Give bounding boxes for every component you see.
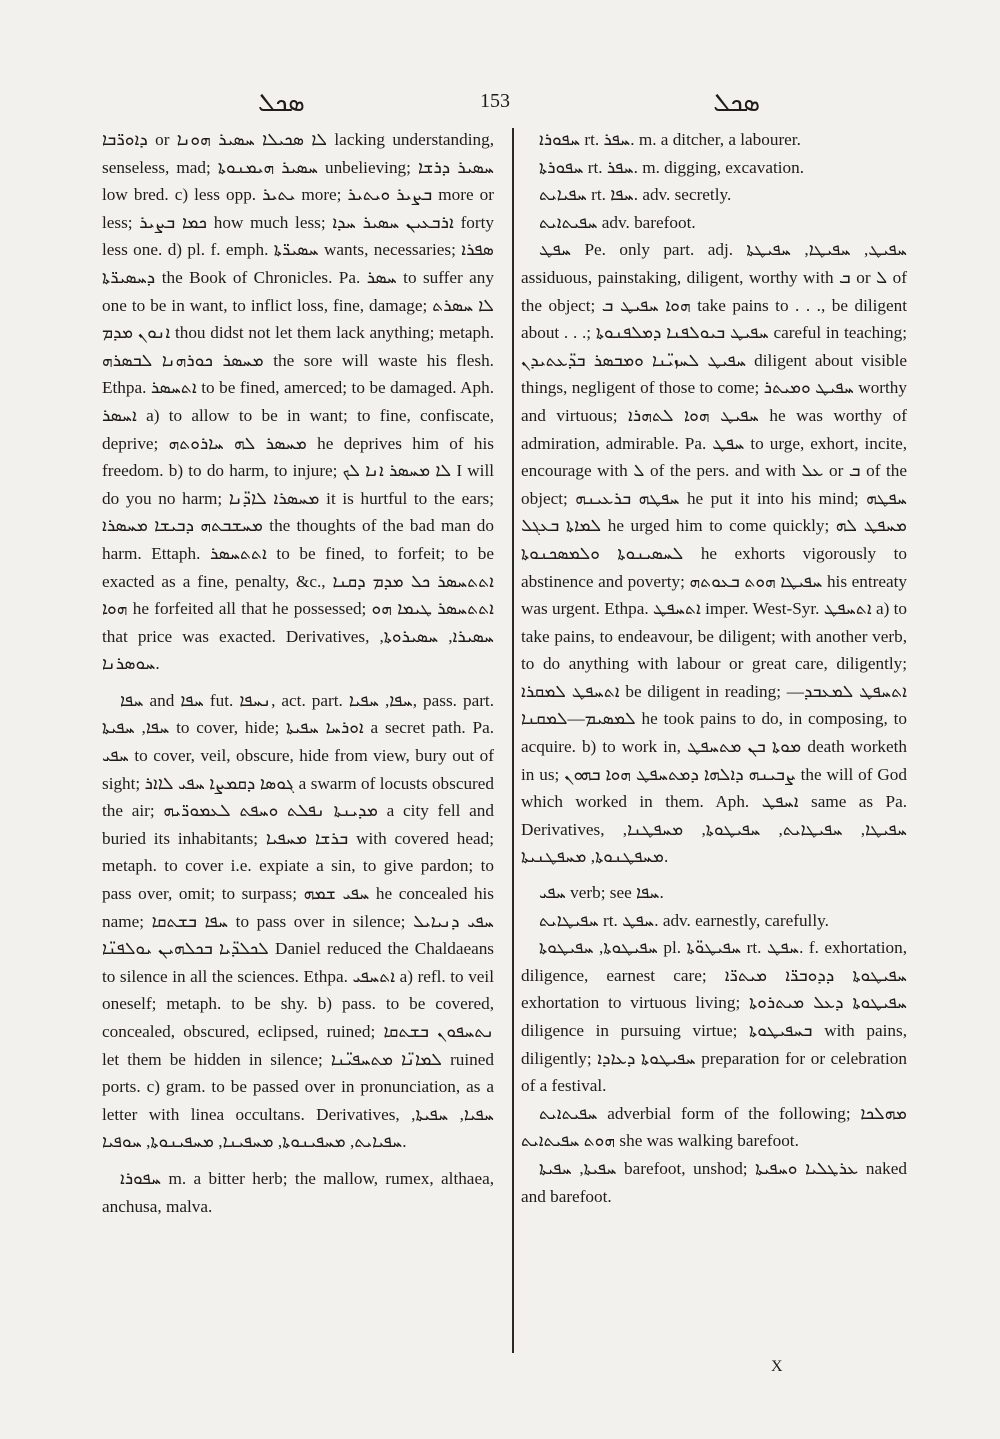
dictionary-entry: ܚܦܝ verb; see ܚܦܐ. (539, 883, 664, 903)
dictionary-entry: ܚܦܝܛܘܬܐ, ܚܦܝܛܘܬܐ pl. ܚܦܝܛܘ̈ܬܐ rt. ܚܦܛ. f. exhortation, diligence, earnest care; ܚܦܝܛܘܬܐ ܕܕܘܒܪ̈ܐ ܡܝܬܪ̈ܐ exhortation to virtuous living; ܚܦܝܛܘܬܐ ܕܥܠ ܡܝܬܪܘܬܐ diligence in pursuing virtue; ܒܚܦܝܛܘܬܐ with pains, diligently; ܚܦܝܛܘܬܐ ܕܥܐܕܐ preparation for or celebration of a festival. (521, 938, 907, 1096)
left-column (102, 126, 494, 1224)
dictionary-entry: ܚܦܛ Pe. only part. adj. ܚܦܝܛ, ܚܦܝܛܐ, ܚܦܝܛܬܐ assiduous, painstaking, diligent, worthy with ܒ or ܠ of the object; ܗܘܐ ܚܦܝܛ ܒ take pains to . . ., be diligent about . . .; ܚܦܝܛ ܒܝܘܠܦܢܐ ܕܡܠܦܢܘܬܐ careful in teaching; ܚܦܝܛ ܠܚܙܝ̈ܢܐ ܘܡܒܣܪ ܒܕ̈ܥܬܝܕܢ diligent about visible things, negligent of those to come; ܚܦܝܛ ܘܡܝܬܪ worthy and virtuous; ܚܦܝܛ ܗܘܐ ܠܬܗܪܐ he was worthy of admiration, admirable. Pa. ܚܦܛ to urge, exhort, incite, encourage with ܠ of the pers. and with ܥܠ or ܒ of the object; ܚܦܛܗ ܒܪܥܝܢܗ he put it into his mind; ܚܦܛܗ ܠܡܐܬܐ ܒܥܓܠ he urged him to come quickly; ܡܚܦܛ ܠܗ ܠܚܣܝܢܘܬܐ ܘܠܡܣܟܢܘܬܐ he exhorts vigorously to abstinence and poverty; ܚܦܝܛܐ ܗܘܬ ܒܥܘܬܗ his entreaty was urgent. Ethpa. ܐܬܚܦܛ imper. West-Syr. ܐܬܚܦܛ a) to take pains, to endeavour, be diligent; with another verb, to do anything with labour or great care, diligently; ܐܬܚܦܛ ܠܡܩܪܐ be diligent in reading; ܐܬܚܦܛ ܠܡܥܒܕ—ܠܡܣܝܡ—ܠܡܩܢܐ he took pains to do, in composing, to acquire. b) to work in, ܡܘܬܐ ܒܢ ܡܬܚܦܛ death worketh in us; ܨܒܝܢܗ ܕܐܠܗܐ ܕܡܬܚܦܛ ܗܘܐ ܒܗܘܢ the will of God which worked in them. Aph. ܐܚܦܛ same as Pa. Derivatives, ܚܦܝܛܐ, ܚܦܝܛܐܝܬ, ܚܦܝܛܘܬܐ, ܡܚܦܛܢܐ, ܡܚܦܛܢܘܬܐ, ܡܚܦܛܢܝܬܐ. (521, 240, 908, 867)
dictionary-entry: ܕܐܘܪ̈ܒܐ or ܠܐ ܣܟܝܠܐ ܚܣܝܪ ܗܘܢܐ lacking understanding, senseless, mad; ܚܣܝܪ ܗܝܡܢܘܬܐ unbelieving; ܚܣܝܪ ܕܪܫܐ low bred. c) less opp. ܝܬܝܪ more; ܒܨܝܪ ܘܝܬܝܪ more or less; ܟܡܐ ܒܨܝܪ how much less; ܐܪܒܥܝܢ ܚܣܝܪ ܚܕܐ forty less one. d) pl. f. emph. ܚܣܝܪ̈ܬܐ wants, necessaries; ܣܦܪܐ ܕܚܣܝܪ̈ܬܐ the Book of Chronicles. Pa. ܚܣܪ to suffer any one to be in want, to inflict loss, fine, damage; ܠܐ ܚܣܪܬ ܐܢܘܢ ܡܕܡ thou didst not let them lack anything; metaph. ܡܚܣܪ ܟܘܪܗܢܐ ܠܒܣܪܗ the sore will waste his flesh. Ethpa. ܐܬܚܣܪ to be fined, amerced; to be damaged. Aph. ܐܚܣܪ a) to allow to be in want; to fine, confiscate, deprive; ܡܚܣܪ ܠܗ ܚܐܪܘܬܗ he deprives him of his freedom. b) to do harm, to injure; ܠܐ ܡܚܣܪ ܐܢܐ ܠܟ I will do you no harm; ܡܚܣܪܐ ܠܐܕ̈ܢܐ it is hurtful to the ears; ܡܚܫܒܬܗ ܕܒܝܫܐ ܡܚܣܪܐ the thoughts of the bad man do harm. Ettaph. ܐܬܬܚܣܪ to be fined, to forfeit; to be exacted as a fine, penalty, &c., ܐܬܬܚܣܪ ܟܠ ܡܕܡ ܕܩܢܐ ܗܘܐ he forfeited all that he possessed; ܐܬܬܚܣܪ ܛܝܡܐ ܗܘ that price was exacted. Derivatives, ܚܣܝܪܐ, ܚܣܝܪܘܬܐ, ܚܘܣܪܢܐ. (102, 130, 495, 674)
signature-mark: X (771, 1358, 783, 1375)
dictionary-entry: ܚܦܘܪܐ m. a bitter herb; the mallow, rumex, althaea, anchusa, malva. (102, 1168, 494, 1216)
dictionary-entry: ܚܦܝܬܐ, ܚܦܝܬܐ barefoot, unshod; ܥܪܛܠܝܐ ܘܚܦܝܬܐ naked and barefoot. (521, 1158, 907, 1206)
dictionary-entry: ܚܦܝܬܐܝܬ adv. barefoot. (539, 212, 696, 232)
right-column (521, 126, 907, 1210)
dictionary-entry: ܚܦܝܬܐܝܬ adverbial form of the following; ܡܗܠܟܐ ܗܘܬ ܚܦܝܬܐܝܬ she was walking barefoot. (521, 1103, 907, 1151)
page-header (100, 86, 900, 126)
dictionary-entry: ܚܦܘܪܐ rt. ܚܦܪ. m. a ditcher, a labourer. (539, 130, 801, 149)
header-left-headword: ܣܟܠ (258, 88, 305, 118)
column-divider (512, 128, 514, 1353)
page-number: 153 (480, 90, 510, 112)
dictionary-entry: ܚܦܘܪܬܐ rt. ܚܦܪ. m. digging, excavation. (539, 157, 805, 177)
header-right-headword: ܣܟܠ (713, 88, 760, 118)
dictionary-entry: ܚܦܝܐܝܬ rt. ܚܦܐ. adv. secretly. (539, 185, 732, 205)
dictionary-entry: ܚܦܝܛܐܝܬ rt. ܚܦܛ. adv. earnestly, carefully. (539, 910, 829, 930)
dictionary-entry: ܚܦܐ and ܚܦܐ fut. ܢܚܦܐ, act. part. ܚܦܐ, ܚܦܝܐ, pass. part. ܚܦܐ, ܚܦܝܬܐ to cover, hide; ܐܘܪܚܐ ܚܦܝܬܐ a secret path. Pa. ܚܦܝ to cover, veil, obscure, hide from view, bury out of sight; ܓܘܣܐ ܕܩܡܨܐ ܚܦܝ ܠܐܐܪ a swarm of locusts obscured the air; ܡܕܝܢܬܐ ܢܦܠܬ ܘܚܦܬ ܠܥܡܘܪ̈ܝܗ a city fell and buried its inhabitants; ܒܪܫܐ ܡܚܦܝܐ with covered head; metaph. to cover i.e. expiate a sin, to give pardon; to pass over, omit; to surpass; ܚܦܝ ܫܡܗ he concealed his name; ܚܦܐ ܒܫܬܩܐ to pass over in silence; ܚܦܝ ܕܢܝܐܝܠ ܠܟܠܕ̈ܝܐ ܒܟܠܗܝܢ ܝܘܠܦܢ̈ܐ Daniel reduced the Chaldaeans to silence in all the sciences. Ethpa. ܐܬܚܦܝ a) refl. to veil oneself; metaph. to be shy. b) pass. to be covered, concealed, obscured, eclipsed, ruined; ܢܬܚܦܘܢ ܒܫܬܩܐ let them be hidden in silence; ܠܡܐܢ̈ܐ ܡܬܚܦܝ̈ܢܐ ruined ports. c) gram. to be passed over in pronunciation, as a letter with linea occultans. Derivatives, ܚܦܝܐ, ܚܦܝܬܐ, ܚܦܝܐܝܬ, ܡܚܦܝܢܘܬܐ, ܡܚܦܝܢܐ, ܡܚܦܝܢܘܬܐ, ܚܘܦܝܐ. (102, 690, 495, 1152)
